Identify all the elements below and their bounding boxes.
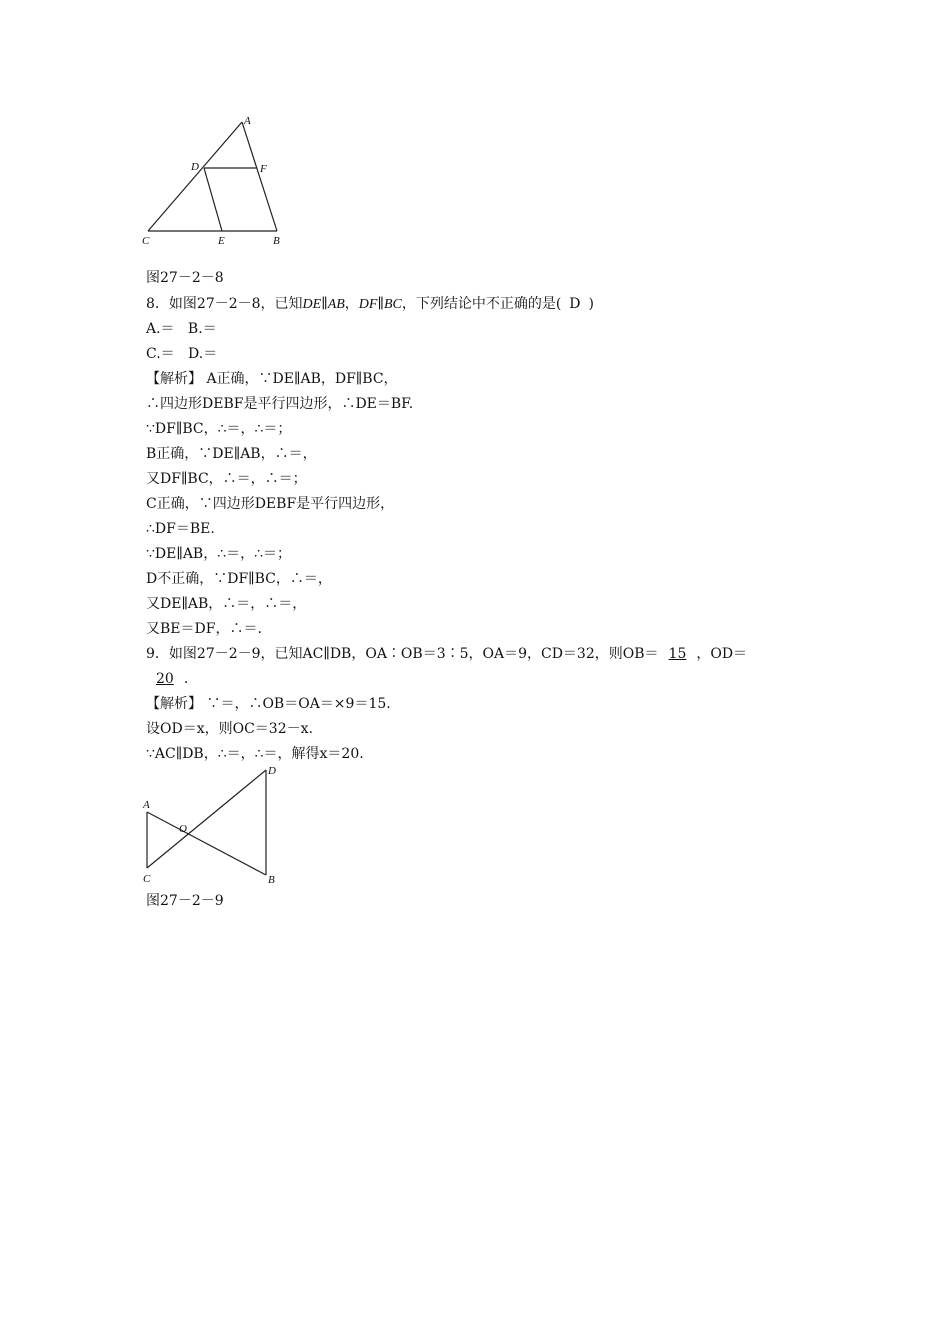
analysis-8-line: 【解析】 A正确，∵DE∥AB，DF∥BC，	[146, 371, 398, 387]
analysis-8-line: ∵DE∥AB，∴＝，∴＝；	[146, 546, 292, 562]
bowtie-diagram	[138, 760, 288, 890]
triangle-diagram	[140, 112, 290, 252]
question-9-stem: 9．如图27－2－9，已知AC∥DB，OA∶OB＝3∶5，OA＝9，CD＝32，则OB＝ 15 ，OD＝	[146, 646, 748, 662]
analysis-8-line: 又DF∥BC，∴＝，∴＝；	[146, 471, 307, 487]
analysis-8-line: 又DE∥AB，∴＝，∴＝，	[146, 596, 307, 612]
question-9-text: 9．如图27－2－9，已知AC∥DB，OA∶OB＝3∶5，OA＝9，CD＝32，则OB＝	[146, 646, 659, 662]
point-label-B: B	[268, 874, 275, 886]
analysis-8-line: C正确，∵四边形DEBF是平行四边形，	[146, 496, 395, 512]
analysis-8-line: ∴DF＝BE.	[146, 521, 215, 537]
answer-blank-od: 20	[156, 671, 174, 687]
segment-AB	[242, 122, 277, 231]
point-label-E: E	[218, 235, 225, 247]
option-a: A.＝	[146, 321, 175, 337]
segment-CA	[148, 122, 242, 231]
analysis-9-line: ∵AC∥DB，∴＝，∴＝，解得x＝20.	[146, 746, 364, 762]
point-label-A: A	[244, 115, 251, 127]
point-label-O: O	[179, 823, 187, 835]
point-label-C: C	[142, 235, 150, 247]
point-label-A: A	[143, 799, 150, 811]
analysis-8-line: D不正确，∵DF∥BC，∴＝，	[146, 571, 332, 587]
point-label-C: C	[143, 873, 151, 885]
analysis-8-line: 又BE＝DF，∴＝.	[146, 621, 262, 637]
figure-caption: 图27－2－8	[146, 270, 224, 286]
point-label-F: F	[260, 163, 267, 175]
analysis-8-line: B正确，∵DE∥AB，∴＝，	[146, 446, 317, 462]
question-8-answer: D	[569, 296, 581, 312]
point-label-D: D	[191, 161, 199, 173]
question-8-stem: 8．如图27－2－8，已知DE∥AB，DF∥BC，下列结论中不正确的是( D )	[146, 296, 594, 312]
figure-caption: 图27－2－9	[146, 893, 224, 909]
option-d: D.＝	[188, 346, 218, 362]
question-9-stem-cont: 20 .	[146, 669, 188, 689]
analysis-8-line: ∵DF∥BC，∴＝，∴＝；	[146, 421, 292, 437]
segment-AB	[147, 812, 266, 875]
option-b: B.＝	[187, 321, 217, 337]
figure-27-2-8	[140, 112, 290, 252]
analysis-9-line: 【解析】 ∵＝，∴OB＝OA＝×9＝15.	[146, 696, 391, 712]
point-label-D: D	[268, 765, 276, 777]
segment-CD	[147, 770, 266, 868]
answer-blank-ob: 15	[668, 646, 687, 662]
analysis-8-line: ∴四边形DEBF是平行四边形，∴DE＝BF.	[146, 396, 414, 412]
question-8-options-row-1	[146, 319, 217, 339]
analysis-9-line: 设OD＝x，则OC＝32－x.	[146, 721, 313, 737]
point-label-B: B	[273, 235, 280, 247]
option-c: C.＝	[146, 346, 175, 362]
question-8-intro: 8．如图27－2－8，已知	[146, 296, 303, 312]
question-8-options-row-2	[146, 344, 217, 364]
segment-DE	[204, 168, 222, 231]
figure-27-2-9	[138, 760, 288, 890]
